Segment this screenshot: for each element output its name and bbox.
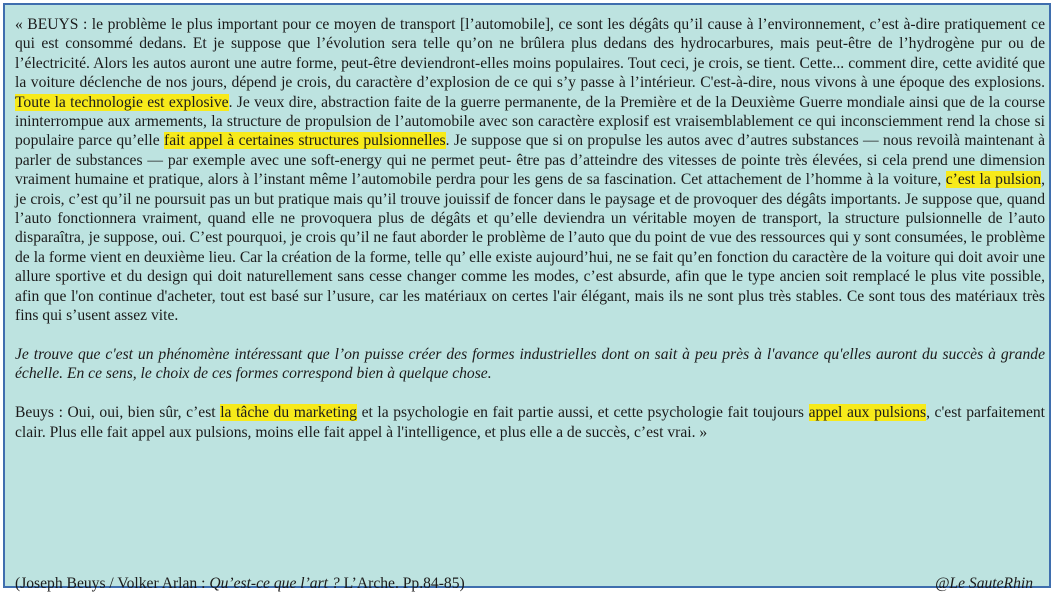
highlighted-phrase: fait appel à certaines structures pulsionnelles [164,132,446,150]
quote-body [15,15,1045,442]
citation-publisher: L’Arche. Pp.84-85) [339,575,465,592]
author-signature: @Le SauteRhin [935,575,1033,592]
text-run: . Je suppose que si on propulse les autos avec d’autres substances — nous revoilà maintenant à parler de substances — par exemple avec une soft-energy qui ne permet peut- être pas d’atteindre des vitesses de pointe très élevées, si cela prend une dimension vraiment humaine et pratique, alors à l’instant même l’automobile perdra pour les gens de sa fascination. Cet attachement de l’homme à la voiture, [15,132,1045,189]
quote-paragraph-interviewer: Je trouve que c'est un phénomène intéressant que l’on puisse créer des formes industrielles dont on sait à peu près à l'avance qu'elles auront du succès à grande échelle. En ce sens, le choix de ces formes correspond bien à quelque chose. [15,345,1045,383]
quote-paragraph-beuys-1 [15,15,1045,326]
quote-card [3,3,1051,592]
quote-paragraph-beuys-2 [15,403,1045,442]
text-run: « BEUYS : le problème le plus important pour ce moyen de transport [l’automobile], ce sont les dégâts qu’il cause à l’environnement, c’est à-dire pratiquement ce qui est consommé dedans. Et je suppose que l’évolution sera telle qu’on ne brûlera plus dedans des hydrocarbures, mais peut-être de l’hydrogène pur ou de l’électricité. Alors les autos auront une autre forme, peut-être deviendront-elles moins populaires. Tout ceci, je crois, se tient. Cette... comment dire, cette avidité que la voiture déclenche de nos jours, dépend je crois, du caractère d’explosion de ce qui s’y passe à l’intérieur. C'est-à-dire, nous vivons à une époque des explosions. [15,16,1045,92]
text-run: , c'est parfaitement clair. Plus elle fait appel aux pulsions, moins elle fait appel à l'intelligence, et plus elle a de succès, c’est vrai. » [15,404,1045,441]
highlighted-phrase: Toute la technologie est explosive [15,93,229,111]
text-run: , je crois, c’est qu’il ne poursuit pas un but pratique mais qu’il trouve jouissif de foncer dans le paysage et de provoquer des dégâts importants. Je suppose que, quand l’auto fonctionnera vraiment, quand elle ne provoquera plus de dégâts et qu’elle deviendra un véritable moyen de transport, la structure pulsionnelle de l’auto disparaîtra, je suppose, oui. C’est pourquoi, je crois qu’il ne faut aborder le problème de l’auto que du point de vue des ressources qui y sont consumées, le problème de la forme vient en deuxième lieu. Car la création de la forme, telle qu’ elle existe aujourd’hui, ne se fait qu’en fonction du caractère de la voiture qui doit avoir une allure sportive et du design qui doit naturellement sans cesse changer comme les modes, c’est absurde, afin que le type ancien soit remplacé le plus vite possible, afin que l'on continue d'acheter, tout est basé sur l’usure, car les matériaux on certes l'air élégant, mais ils ne sont plus très stables. Ce sont tous des matériaux très fins qui s’usent assez vite. [15,171,1045,325]
citation-book-title: Qu’est-ce que l’art ? [209,575,340,592]
text-run: . Je veux dire, abstraction faite de la guerre permanente, de la Première et de la Deuxième Guerre mondiale ainsi que de la course ininterrompue aux armements, la structure de propulsion de l’automobile avec son caractère explosif est vraisemblablement ce qui inconsciemment rend la chose si populaire parce qu’elle [15,93,1045,150]
text-run: et la psychologie en fait partie aussi, et cette psychologie fait toujours [356,404,809,422]
citation-authors: (Joseph Beuys / Volker Arlan : [15,575,210,592]
highlighted-phrase: appel aux pulsions [808,404,927,422]
text-run: Beuys : Oui, oui, bien sûr, c’est [15,404,221,422]
highlighted-phrase: la tâche du marketing [220,404,357,422]
source-citation [15,574,1035,593]
highlighted-phrase: c’est la pulsion [945,171,1042,189]
